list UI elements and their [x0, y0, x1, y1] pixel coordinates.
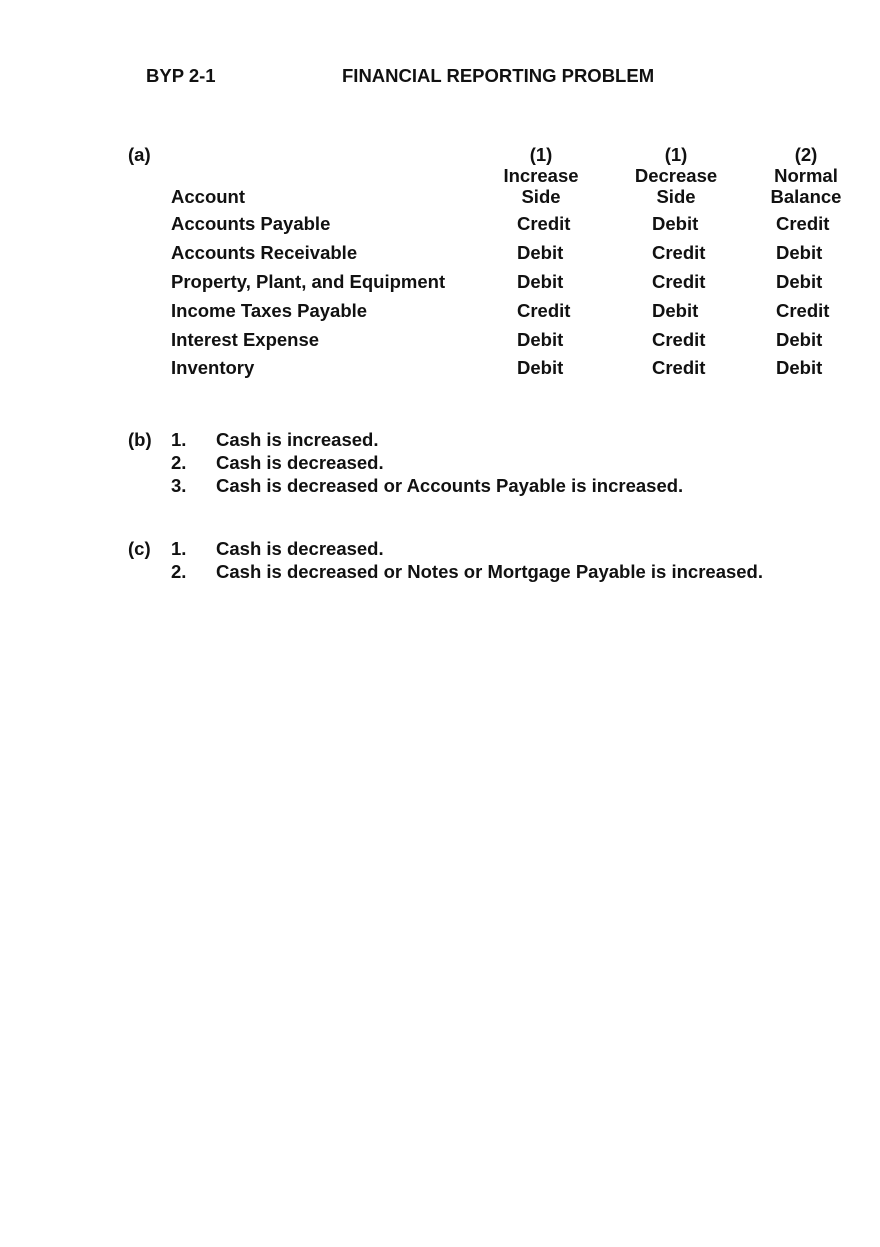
normal-balance: Debit	[776, 271, 823, 292]
doc-title: FINANCIAL REPORTING PROBLEM	[342, 65, 655, 86]
decrease-side: Debit	[652, 300, 699, 321]
normal-balance: Debit	[776, 329, 823, 350]
column-header: Balance	[770, 186, 842, 207]
list-number: 1.	[171, 429, 187, 450]
increase-side: Debit	[517, 357, 564, 378]
list-number: 2.	[171, 452, 187, 473]
column-header: Decrease	[634, 165, 718, 186]
column-header: Increase	[503, 165, 579, 186]
increase-side: Credit	[517, 300, 571, 321]
list-number: 2.	[171, 561, 187, 582]
column-header: Side	[521, 186, 561, 207]
decrease-side: Debit	[652, 213, 699, 234]
list-item: Cash is decreased.	[216, 538, 384, 559]
account-name: Income Taxes Payable	[171, 300, 368, 321]
account-header: Account	[171, 186, 245, 207]
column-number: (2)	[794, 144, 818, 165]
column-header: Side	[656, 186, 696, 207]
increase-side: Debit	[517, 242, 564, 263]
decrease-side: Credit	[652, 242, 706, 263]
column-number: (1)	[529, 144, 553, 165]
increase-side: Debit	[517, 329, 564, 350]
list-item: Cash is decreased or Accounts Payable is increased.	[216, 475, 684, 496]
account-name: Interest Expense	[171, 329, 320, 350]
list-item: Cash is decreased or Notes or Mortgage Payable is increased.	[216, 561, 763, 582]
column-header: Normal	[774, 165, 838, 186]
part-b-label: (b)	[128, 429, 152, 450]
normal-balance: Credit	[776, 213, 830, 234]
list-number: 1.	[171, 538, 187, 559]
normal-balance: Credit	[776, 300, 830, 321]
normal-balance: Debit	[776, 357, 823, 378]
list-item: Cash is increased.	[216, 429, 379, 450]
column-number: (1)	[664, 144, 688, 165]
decrease-side: Credit	[652, 357, 706, 378]
list-number: 3.	[171, 475, 187, 496]
part-c-label: (c)	[128, 538, 151, 559]
account-name: Inventory	[171, 357, 255, 378]
increase-side: Debit	[517, 271, 564, 292]
doc-code: BYP 2-1	[146, 65, 216, 86]
decrease-side: Credit	[652, 271, 706, 292]
account-name: Property, Plant, and Equipment	[171, 271, 446, 292]
account-name: Accounts Payable	[171, 213, 331, 234]
account-name: Accounts Receivable	[171, 242, 358, 263]
part-a-label: (a)	[128, 144, 151, 165]
increase-side: Credit	[517, 213, 571, 234]
list-item: Cash is decreased.	[216, 452, 384, 473]
decrease-side: Credit	[652, 329, 706, 350]
normal-balance: Debit	[776, 242, 823, 263]
